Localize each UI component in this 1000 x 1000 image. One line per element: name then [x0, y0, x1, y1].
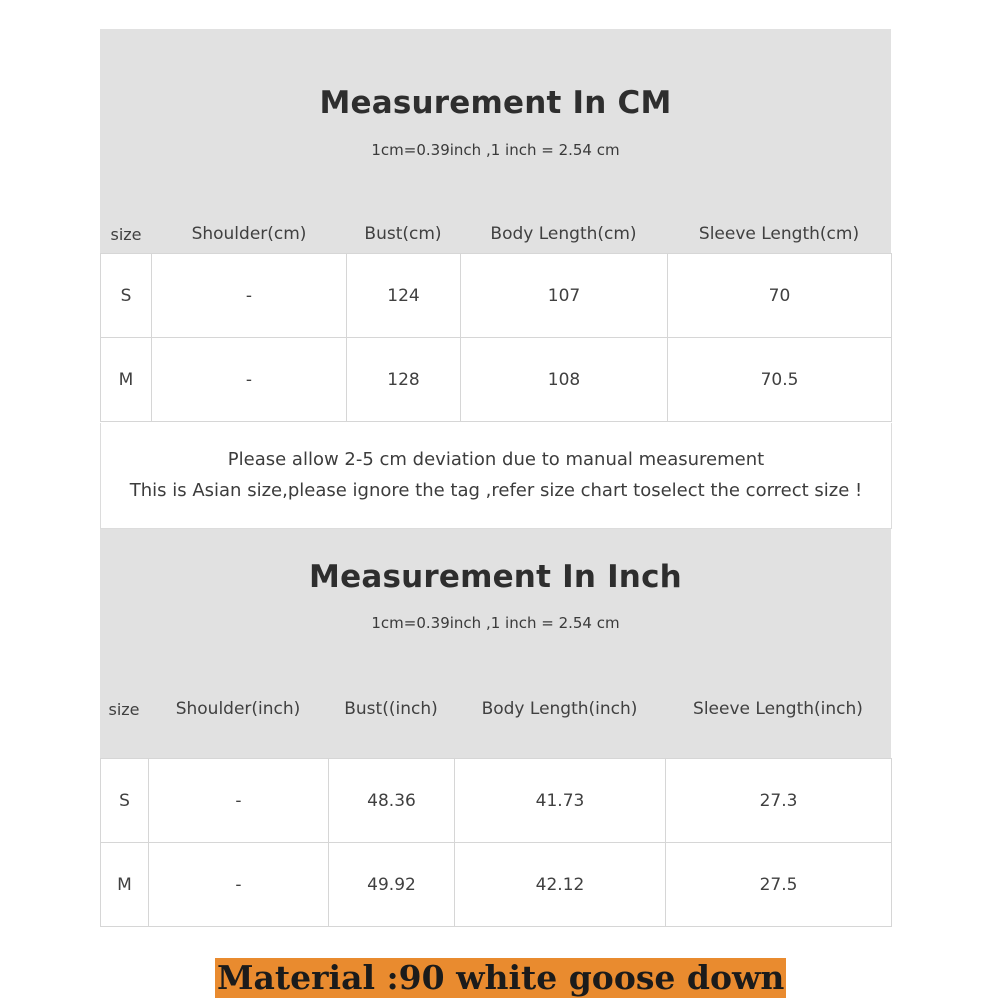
cm-s-sleeve-length: 70 [668, 254, 892, 338]
table-row [101, 254, 892, 338]
material-label: Material :90 white goose down [217, 958, 785, 997]
inch-s-size: S [101, 759, 149, 843]
cm-table-wrap [100, 253, 891, 423]
cm-header-bust: Bust(cm) [364, 224, 442, 244]
cm-header-sleeve-length: Sleeve Length(cm) [698, 224, 860, 244]
inch-s-shoulder: - [149, 759, 329, 843]
inch-header-sleeve-length: Sleeve Length(inch) [693, 699, 863, 719]
table-row [101, 843, 892, 927]
cm-header-body-length: Body Length(cm) [490, 224, 637, 244]
cm-m-size: M [101, 338, 152, 422]
inch-table-wrap [100, 758, 891, 928]
inch-m-shoulder: - [149, 843, 329, 927]
asian-size-note: This is Asian size,please ignore the tag ,refer size chart toselect the correct size ! [129, 480, 863, 501]
cm-s-bust: 124 [347, 254, 461, 338]
inch-header-shoulder: Shoulder(inch) [175, 699, 301, 719]
inch-header-body-length: Body Length(inch) [481, 699, 638, 719]
cm-m-bust: 128 [347, 338, 461, 422]
inch-conversion-note: 1cm=0.39inch ,1 inch = 2.54 cm [371, 614, 620, 632]
measurement-notes [100, 423, 892, 529]
table-row [101, 759, 892, 843]
inch-s-sleeve-length: 27.3 [666, 759, 892, 843]
cm-header-shoulder: Shoulder(cm) [191, 224, 307, 244]
inch-table [100, 758, 892, 927]
cm-title: Measurement In CM [319, 85, 672, 121]
inch-header-size: size [108, 700, 140, 719]
inch-title: Measurement In Inch [309, 559, 682, 595]
cm-conversion-note: 1cm=0.39inch ,1 inch = 2.54 cm [371, 141, 620, 159]
inch-m-bust: 49.92 [329, 843, 455, 927]
inch-header-bust: Bust((inch) [344, 699, 438, 719]
table-row [101, 338, 892, 422]
cm-m-body-length: 108 [461, 338, 668, 422]
cm-m-shoulder: - [152, 338, 347, 422]
cm-header-panel [100, 29, 891, 253]
inch-s-bust: 48.36 [329, 759, 455, 843]
cm-s-body-length: 107 [461, 254, 668, 338]
inch-m-size: M [101, 843, 149, 927]
cm-m-sleeve-length: 70.5 [668, 338, 892, 422]
cm-s-shoulder: - [152, 254, 347, 338]
cm-s-size: S [101, 254, 152, 338]
inch-s-body-length: 41.73 [455, 759, 666, 843]
inch-header-panel [100, 529, 891, 758]
inch-m-body-length: 42.12 [455, 843, 666, 927]
inch-m-sleeve-length: 27.5 [666, 843, 892, 927]
cm-header-size: size [110, 225, 142, 244]
cm-table [100, 253, 892, 422]
deviation-note: Please allow 2-5 cm deviation due to manual measurement [227, 449, 765, 470]
